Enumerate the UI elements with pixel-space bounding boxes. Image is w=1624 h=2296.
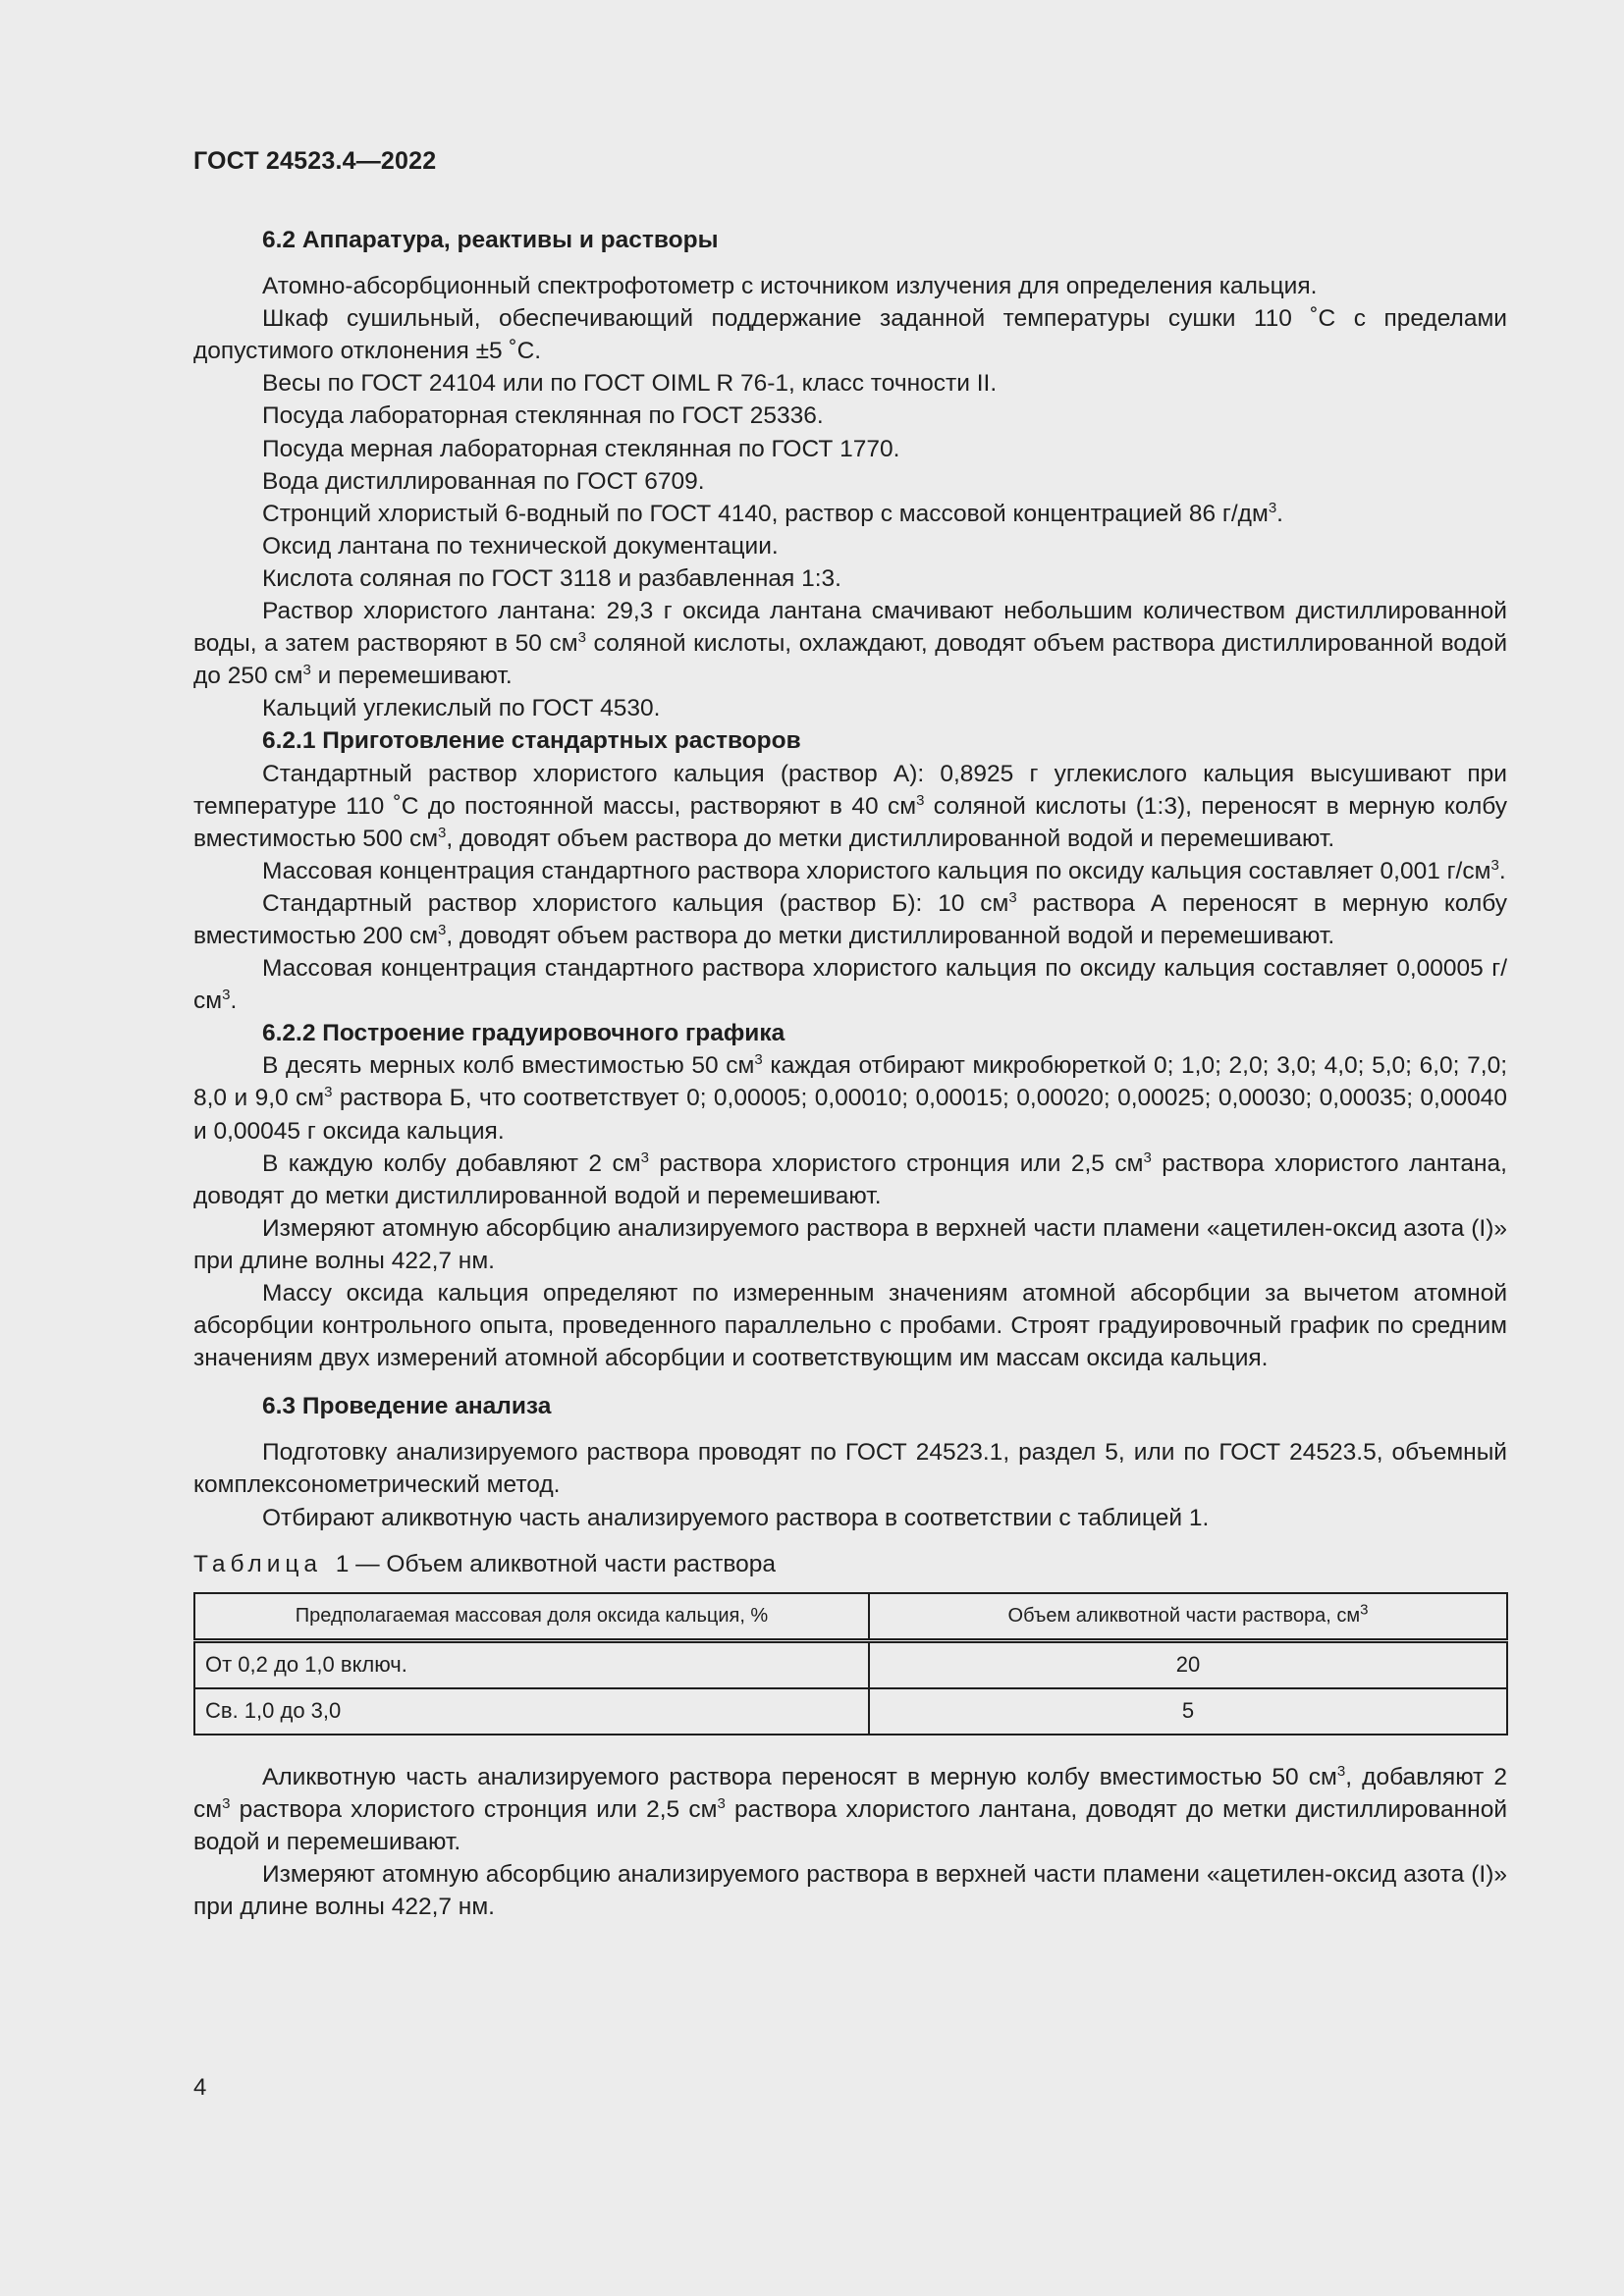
table-cell: 20 [869,1640,1507,1688]
section-6-2-title: 6.2 Аппаратура, реактивы и растворы [262,227,719,253]
paragraph: Раствор хлористого лантана: 29,3 г оксида лантана смачивают небольшим количеством дистиллированной воды, а затем растворяют в 50 $см^3$ соляной кислоты, охлаждают, доводят объем раствора дистиллированной водой до 250 $см^3$ и перемешивают. [193,598,1507,690]
paragraph: Стронций хлористый 6-водный по ГОСТ 4140, раствор с массовой концентрацией 86 $г/дм^3$. [262,499,1283,527]
paragraph: Стандартный раствор хлористого кальция (раствор Б): 10 $см^3$ раствора А переносят в мерную колбу вместимостью 200 $см^3$, доводят объем раствора до метки дистиллированной водой и перемешивают. [193,888,1507,949]
table-caption: Таблица 1 — Объем аликвотной части раствора [193,1550,777,1577]
section-6-3-title: 6.3 Проведение анализа [262,1393,552,1420]
paragraph: Массовая концентрация стандартного раствора хлористого кальция по оксиду кальция составляет 0,001 $г/см^3$. [262,856,1506,884]
paragraph: В десять мерных колб вместимостью 50 $см^3$ каждая отбирают микробюреткой 0; 1,0; 2,0; 3,0; 4,0; 5,0; 6,0; 7,0; 8,0 и 9,0 $см^3$ раствора Б, что соответствует 0; 0,00005; 0,00010; 0,00015; 0,00020; 0,00025; 0,00030; 0,00035; 0,00040 и 0,00045 г оксида кальция. [193,1051,1507,1145]
paragraph: Кальций углекислый по ГОСТ 4530. [262,695,661,722]
column-header: Предполагаемая массовая доля оксида кальция, % [194,1593,869,1641]
page-number: 4 [193,2074,207,2101]
section-6-2-1-title: 6.2.1 Приготовление стандартных растворов [262,727,801,755]
table-row [194,1688,1507,1735]
paragraph: Массовая концентрация стандартного раствора хлористого кальция по оксиду кальция составляет 0,00005 $г/см^3$. [193,955,1507,1015]
paragraph: Кислота соляная по ГОСТ 3118 и разбавленная 1:3. [262,564,841,592]
table-cell: От 0,2 до 1,0 включ. [194,1640,869,1688]
paragraph: Атомно-абсорбционный спектрофотометр с источником излучения для определения кальция. [262,273,1318,300]
document-body [193,224,1507,1923]
table-row [194,1640,1507,1688]
paragraph: Посуда мерная лабораторная стеклянная по ГОСТ 1770. [262,435,900,462]
document-id-header: ГОСТ 24523.4—2022 [193,147,437,175]
section-6-2-2-title: 6.2.2 Построение градуировочного графика [262,1020,785,1047]
paragraph: Посуда лабораторная стеклянная по ГОСТ 25336. [262,402,824,430]
table-header-row [194,1593,1507,1641]
paragraph: Измеряют атомную абсорбцию анализируемого раствора в верхней части пламени «ацетилен-оксид азота (I)» при длине волны 422,7 нм. [193,1861,1507,1921]
paragraph: Весы по ГОСТ 24104 или по ГОСТ OIML R 76-1, класс точности II. [262,370,998,398]
column-header: Объем аликвотной части раствора, $см^3$ [869,1593,1507,1641]
paragraph: Оксид лантана по технической документации. [262,532,779,560]
paragraph: Измеряют атомную абсорбцию анализируемого раствора в верхней части пламени «ацетилен-оксид азота (I)» при длине волны 422,7 нм. [193,1214,1507,1274]
paragraph: Массу оксида кальция определяют по измеренным значениям атомной абсорбции за вычетом атомной абсорбции контрольного опыта, проведенного параллельно с пробами. Строят градуировочный график по средним значениям двух измерений атомной абсорбции и соответствующим им массам оксида кальция. [193,1280,1507,1372]
aliquot-volume-table [193,1592,1508,1735]
paragraph: Аликвотную часть анализируемого раствора переносят в мерную колбу вместимостью 50 $см^3$, добавляют 2 $см^3$ раствора хлористого стронция или 2,5 $см^3$ раствора хлористого лантана, доводят до метки дистиллированной водой и перемешивают. [193,1762,1508,1855]
paragraph: Вода дистиллированная по ГОСТ 6709. [262,467,705,495]
paragraph: Шкаф сушильный, обеспечивающий поддержание заданной температуры сушки 110 ˚С с пределами допустимого отклонения ±5 ˚С. [193,305,1507,365]
table-cell: Св. 1,0 до 3,0 [194,1688,869,1735]
table-cell: 5 [869,1688,1507,1735]
paragraph: Подготовку анализируемого раствора проводят по ГОСТ 24523.1, раздел 5, или по ГОСТ 24523.5, объемный комплексонометрический метод. [193,1439,1507,1499]
paragraph: Стандартный раствор хлористого кальция (раствор А): 0,8925 г углекислого кальция высушивают при температуре 110 ˚С до постоянной массы, растворяют в 40 $см^3$ соляной кислоты (1:3), переносят в мерную колбу вместимостью 500 $см^3$, доводят объем раствора до метки дистиллированной водой и перемешивают. [193,760,1507,852]
paragraph: В каждую колбу добавляют 2 $см^3$ раствора хлористого стронция или 2,5 $см^3$ раствора хлористого лантана, доводят до метки дистиллированной водой и перемешивают. [193,1148,1507,1209]
paragraph: Отбирают аликвотную часть анализируемого раствора в соответствии с таблицей 1. [262,1504,1210,1531]
